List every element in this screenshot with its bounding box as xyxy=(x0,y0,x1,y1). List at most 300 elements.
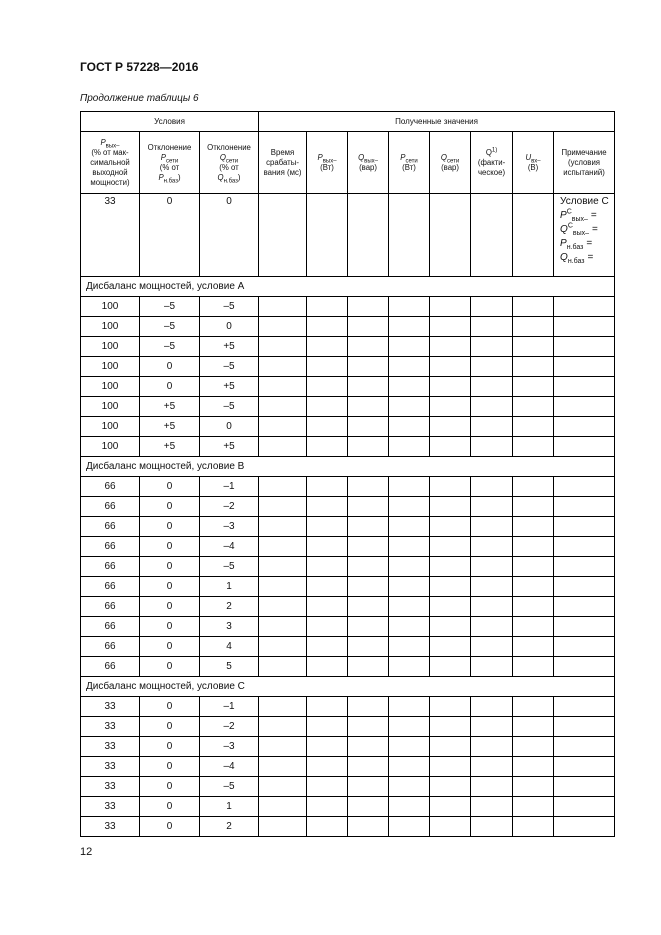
table-cell xyxy=(259,637,307,657)
table-cell xyxy=(513,617,554,637)
table-cell: –4 xyxy=(200,757,259,777)
table-cell xyxy=(389,577,430,597)
table-row xyxy=(81,517,615,537)
table-cell xyxy=(307,597,348,617)
table-cell xyxy=(513,697,554,717)
table-cell xyxy=(389,417,430,437)
table-cell xyxy=(389,777,430,797)
table-cell xyxy=(430,757,471,777)
table-cell: 100 xyxy=(81,417,140,437)
table-cell xyxy=(430,357,471,377)
col-header-q-actual: $Q^{1)}$ (факти-ческое) xyxy=(471,132,513,194)
section-title: Дисбаланс мощностей, условие С xyxy=(81,677,615,697)
table-cell: 0 xyxy=(140,777,200,797)
document-code: ГОСТ Р 57228—2016 xyxy=(80,60,199,74)
table-cell xyxy=(513,557,554,577)
table-cell xyxy=(554,477,615,497)
table-cell xyxy=(513,497,554,517)
table-cell xyxy=(307,357,348,377)
table-cell xyxy=(513,297,554,317)
table-cell xyxy=(348,537,389,557)
table-cell xyxy=(389,737,430,757)
table-cell xyxy=(471,617,513,637)
table-cell: –3 xyxy=(200,517,259,537)
table-cell xyxy=(259,194,307,277)
table-cell xyxy=(389,617,430,637)
table-cell xyxy=(348,417,389,437)
table-cell xyxy=(307,797,348,817)
table-body xyxy=(81,194,615,837)
table-cell xyxy=(554,297,615,317)
table-cell xyxy=(259,537,307,557)
table-cell xyxy=(554,417,615,437)
table-cell xyxy=(348,437,389,457)
table-cell: 0 xyxy=(140,357,200,377)
table-cell xyxy=(554,517,615,537)
table-cell xyxy=(513,657,554,677)
group-header-results: Полученные значения xyxy=(259,112,615,132)
table-cell: –3 xyxy=(200,737,259,757)
table-cell xyxy=(348,377,389,397)
table-cell xyxy=(259,497,307,517)
col-header-u-in: $U_{вх-}$ (В) xyxy=(513,132,554,194)
table-cell xyxy=(307,657,348,677)
note-cell xyxy=(554,194,615,277)
table-cell xyxy=(471,817,513,837)
table-cell xyxy=(259,337,307,357)
table-cell xyxy=(430,417,471,437)
table-cell xyxy=(513,817,554,837)
table-cell xyxy=(389,637,430,657)
table-cell xyxy=(554,697,615,717)
table-cell xyxy=(259,577,307,597)
table-cell xyxy=(430,617,471,637)
table-cell: 0 xyxy=(200,194,259,277)
table-cell: 0 xyxy=(200,417,259,437)
table-cell: 100 xyxy=(81,437,140,457)
section-title: Дисбаланс мощностей, условие А xyxy=(81,277,615,297)
table-cell xyxy=(307,617,348,637)
table-cell: –5 xyxy=(140,337,200,357)
table-cell xyxy=(389,317,430,337)
table-cell xyxy=(430,377,471,397)
table-cell xyxy=(389,657,430,677)
table-cell: 33 xyxy=(81,797,140,817)
table-cell xyxy=(307,537,348,557)
table-cell: 0 xyxy=(140,697,200,717)
col-header-p-deviation: Отклонение $P_{сети}$ (% от $P_{н.баз}$) xyxy=(140,132,200,194)
table-cell: 0 xyxy=(140,597,200,617)
table-row xyxy=(81,697,615,717)
table-cell xyxy=(389,817,430,837)
table-cell xyxy=(307,757,348,777)
table-cell xyxy=(554,737,615,757)
table-cell: 0 xyxy=(140,817,200,837)
table-cell xyxy=(348,717,389,737)
table-cell xyxy=(259,657,307,677)
table-cell: 33 xyxy=(81,194,140,277)
table-cell xyxy=(471,537,513,557)
table-cell xyxy=(348,797,389,817)
table-cell: –5 xyxy=(200,397,259,417)
table-cell xyxy=(471,357,513,377)
table-cell xyxy=(307,637,348,657)
table-row xyxy=(81,397,615,417)
table-cell: –5 xyxy=(140,317,200,337)
table-cell xyxy=(554,337,615,357)
table-cell xyxy=(430,477,471,497)
table-cell: 66 xyxy=(81,497,140,517)
table-cell xyxy=(307,437,348,457)
table-cell xyxy=(389,357,430,377)
table-cell xyxy=(307,377,348,397)
table-cell xyxy=(554,557,615,577)
table-cell xyxy=(259,737,307,757)
table-cell: 100 xyxy=(81,357,140,377)
table-cell: 0 xyxy=(140,797,200,817)
table-cell: 1 xyxy=(200,797,259,817)
table-cell xyxy=(554,537,615,557)
table-cell: 2 xyxy=(200,817,259,837)
table-cell xyxy=(348,737,389,757)
table-cell: –2 xyxy=(200,497,259,517)
table-cell xyxy=(471,497,513,517)
table-cell xyxy=(348,517,389,537)
table-cell: 100 xyxy=(81,377,140,397)
table-row xyxy=(81,797,615,817)
table-cell xyxy=(389,717,430,737)
section-header-row xyxy=(81,677,615,697)
table-cell xyxy=(348,577,389,597)
table-cell xyxy=(389,557,430,577)
results-table xyxy=(80,111,615,837)
table-cell xyxy=(513,717,554,737)
table-cell xyxy=(430,597,471,617)
table-cell: 100 xyxy=(81,337,140,357)
table-row xyxy=(81,477,615,497)
table-cell xyxy=(471,557,513,577)
table-cell xyxy=(430,697,471,717)
table-cell xyxy=(554,437,615,457)
table-cell xyxy=(430,317,471,337)
table-cell xyxy=(513,777,554,797)
table-cell: 3 xyxy=(200,617,259,637)
table-cell: 0 xyxy=(140,637,200,657)
table-cell xyxy=(259,297,307,317)
table-cell xyxy=(307,557,348,577)
table-cell xyxy=(471,517,513,537)
table-cell xyxy=(430,437,471,457)
table-cell xyxy=(554,777,615,797)
table-cell xyxy=(307,717,348,737)
table-cell: 4 xyxy=(200,637,259,657)
table-cell: 100 xyxy=(81,317,140,337)
table-cell xyxy=(471,417,513,437)
table-cell xyxy=(348,397,389,417)
table-cell xyxy=(554,617,615,637)
table-cell: –5 xyxy=(200,297,259,317)
table-cell xyxy=(307,317,348,337)
note-line: $Q^C_{вых-}$ = xyxy=(560,222,598,237)
table-cell xyxy=(513,797,554,817)
table-cell xyxy=(513,397,554,417)
table-cell xyxy=(513,317,554,337)
table-cell: 66 xyxy=(81,557,140,577)
table-cell xyxy=(307,777,348,797)
table-row xyxy=(81,757,615,777)
table-cell xyxy=(348,357,389,377)
table-cell xyxy=(430,657,471,677)
table-cell: –5 xyxy=(200,357,259,377)
note-lines xyxy=(560,210,614,263)
table-cell xyxy=(307,337,348,357)
col-header-p-grid-watts: $P_{сети}$ (Вт) xyxy=(389,132,430,194)
table-cell: 33 xyxy=(81,717,140,737)
table-cell xyxy=(554,817,615,837)
table-row xyxy=(81,777,615,797)
table-cell xyxy=(471,317,513,337)
table-cell: 100 xyxy=(81,397,140,417)
table-cell: 66 xyxy=(81,577,140,597)
table-cell xyxy=(554,657,615,677)
table-cell xyxy=(513,597,554,617)
table-cell xyxy=(389,497,430,517)
table-cell xyxy=(513,377,554,397)
table-cell xyxy=(554,597,615,617)
table-cell xyxy=(430,497,471,517)
table-row xyxy=(81,337,615,357)
table-cell xyxy=(348,757,389,777)
table-cell xyxy=(430,194,471,277)
col-header-response-time: Время срабаты-вания (мс) xyxy=(259,132,307,194)
table-cell xyxy=(307,517,348,537)
table-row xyxy=(81,297,615,317)
table-cell: 0 xyxy=(140,557,200,577)
table-cell xyxy=(471,757,513,777)
table-cell xyxy=(471,717,513,737)
table-cell xyxy=(554,377,615,397)
table-cell: 0 xyxy=(140,657,200,677)
table-row xyxy=(81,577,615,597)
table-row xyxy=(81,717,615,737)
table-cell xyxy=(259,517,307,537)
table-cell: 66 xyxy=(81,517,140,537)
table-cell xyxy=(430,637,471,657)
table-cell xyxy=(259,377,307,397)
table-cell: 66 xyxy=(81,617,140,637)
table-cell xyxy=(554,317,615,337)
table-cell xyxy=(389,337,430,357)
table-cell xyxy=(307,397,348,417)
table-cell xyxy=(307,497,348,517)
table-cell xyxy=(348,617,389,637)
table-row xyxy=(81,357,615,377)
table-cell xyxy=(471,297,513,317)
group-header-conditions: Условия xyxy=(81,112,259,132)
table-cell: +5 xyxy=(140,417,200,437)
table-cell xyxy=(259,797,307,817)
table-row xyxy=(81,637,615,657)
table-cell xyxy=(430,297,471,317)
table-cell xyxy=(513,737,554,757)
table-cell: 33 xyxy=(81,777,140,797)
table-cell: 0 xyxy=(140,717,200,737)
table-cell xyxy=(259,817,307,837)
table-cell xyxy=(554,637,615,657)
table-cell: +5 xyxy=(140,397,200,417)
table-row xyxy=(81,537,615,557)
table-cell: 0 xyxy=(140,757,200,777)
page-number: 12 xyxy=(80,846,93,858)
table-cell xyxy=(389,597,430,617)
table-cell xyxy=(348,297,389,317)
table-cell xyxy=(430,777,471,797)
table-cell xyxy=(471,377,513,397)
table-cell xyxy=(513,417,554,437)
table-cell: 66 xyxy=(81,637,140,657)
col-header-q-grid-var: $Q_{сети}$ (вар) xyxy=(430,132,471,194)
table-cell xyxy=(348,637,389,657)
table-cell xyxy=(389,194,430,277)
table-cell xyxy=(513,537,554,557)
table-cell xyxy=(389,397,430,417)
table-row xyxy=(81,817,615,837)
table-cell xyxy=(307,417,348,437)
table-cell xyxy=(430,577,471,597)
table-cell xyxy=(307,194,348,277)
table-cell xyxy=(554,717,615,737)
table-row xyxy=(81,737,615,757)
table-cell: +5 xyxy=(140,437,200,457)
table-cell xyxy=(259,617,307,637)
table-cell: –1 xyxy=(200,697,259,717)
table-cell xyxy=(430,817,471,837)
table-cell xyxy=(259,597,307,617)
table-cell xyxy=(430,537,471,557)
table-cell xyxy=(513,194,554,277)
table-cell xyxy=(259,777,307,797)
table-cell xyxy=(471,337,513,357)
table-cell xyxy=(259,717,307,737)
section-header-row xyxy=(81,457,615,477)
table-cell xyxy=(259,417,307,437)
col-header-p-out-watts: $P_{вых-}$ (Вт) xyxy=(307,132,348,194)
table-cell xyxy=(430,797,471,817)
table-cell: 100 xyxy=(81,297,140,317)
table-cell: 0 xyxy=(140,497,200,517)
table-cell xyxy=(389,797,430,817)
table-cell: 0 xyxy=(200,317,259,337)
table-cell xyxy=(259,757,307,777)
table-cell xyxy=(348,697,389,717)
table-cell: 33 xyxy=(81,697,140,717)
col-header-p-out: $P_{вых-}$ (% от мак-симальной выходной мощности) xyxy=(81,132,140,194)
table-cell xyxy=(554,397,615,417)
table-cell xyxy=(348,337,389,357)
table-cell: 0 xyxy=(140,617,200,637)
table-cell xyxy=(348,817,389,837)
table-cell xyxy=(389,517,430,537)
table-row xyxy=(81,417,615,437)
section-title: Дисбаланс мощностей, условие В xyxy=(81,457,615,477)
table-cell xyxy=(389,537,430,557)
col-header-q-out-var: $Q_{вых-}$ (вар) xyxy=(348,132,389,194)
table-cell xyxy=(307,697,348,717)
table-cell xyxy=(513,337,554,357)
table-cell: 66 xyxy=(81,657,140,677)
table-cell xyxy=(259,557,307,577)
table-row xyxy=(81,317,615,337)
table-row xyxy=(81,377,615,397)
table-cell xyxy=(259,357,307,377)
table-cell xyxy=(513,477,554,497)
table-cell xyxy=(513,577,554,597)
table-cell xyxy=(389,297,430,317)
table-cell xyxy=(554,757,615,777)
table-cell xyxy=(471,597,513,617)
table-cell xyxy=(513,517,554,537)
table-cell xyxy=(430,737,471,757)
note-line: $Q_{н.баз}$ = xyxy=(560,252,594,265)
table-cell: 1 xyxy=(200,577,259,597)
table-cell xyxy=(430,517,471,537)
table-cell xyxy=(307,737,348,757)
table-cell: 33 xyxy=(81,817,140,837)
table-cell xyxy=(513,437,554,457)
table-cell xyxy=(348,194,389,277)
table-cell: –1 xyxy=(200,477,259,497)
table-cell: –5 xyxy=(200,557,259,577)
table-cell: 33 xyxy=(81,737,140,757)
table-cell xyxy=(471,737,513,757)
table-row xyxy=(81,194,615,277)
table-cell xyxy=(471,797,513,817)
table-cell xyxy=(554,497,615,517)
table-cell xyxy=(554,797,615,817)
table-cell xyxy=(430,337,471,357)
table-row xyxy=(81,437,615,457)
table-row xyxy=(81,617,615,637)
table-cell: 0 xyxy=(140,377,200,397)
table-cell: 66 xyxy=(81,537,140,557)
table-cell xyxy=(259,317,307,337)
note-line: $P_{н.баз}$ = xyxy=(560,238,593,251)
table-cell: 66 xyxy=(81,597,140,617)
table-cell xyxy=(348,477,389,497)
table-row xyxy=(81,497,615,517)
table-cell: +5 xyxy=(200,377,259,397)
table-cell: 0 xyxy=(140,537,200,557)
table-cell: 0 xyxy=(140,737,200,757)
col-header-note: Примечание (условия испытаний) xyxy=(554,132,615,194)
note-title: Условие С xyxy=(560,196,609,207)
table-cell: +5 xyxy=(200,437,259,457)
table-cell xyxy=(513,637,554,657)
table-cell: –4 xyxy=(200,537,259,557)
table-cell xyxy=(471,397,513,417)
table-cell xyxy=(471,777,513,797)
table-cell: –2 xyxy=(200,717,259,737)
table-cell xyxy=(513,357,554,377)
table-cell xyxy=(259,397,307,417)
table-cell: 33 xyxy=(81,757,140,777)
table-cell xyxy=(389,697,430,717)
col-header-q-deviation: Отклонение $Q_{сети}$ (% от $Q_{н.баз}$) xyxy=(200,132,259,194)
table-cell xyxy=(259,697,307,717)
table-cell xyxy=(348,557,389,577)
table-cell xyxy=(307,817,348,837)
table-cell xyxy=(471,657,513,677)
